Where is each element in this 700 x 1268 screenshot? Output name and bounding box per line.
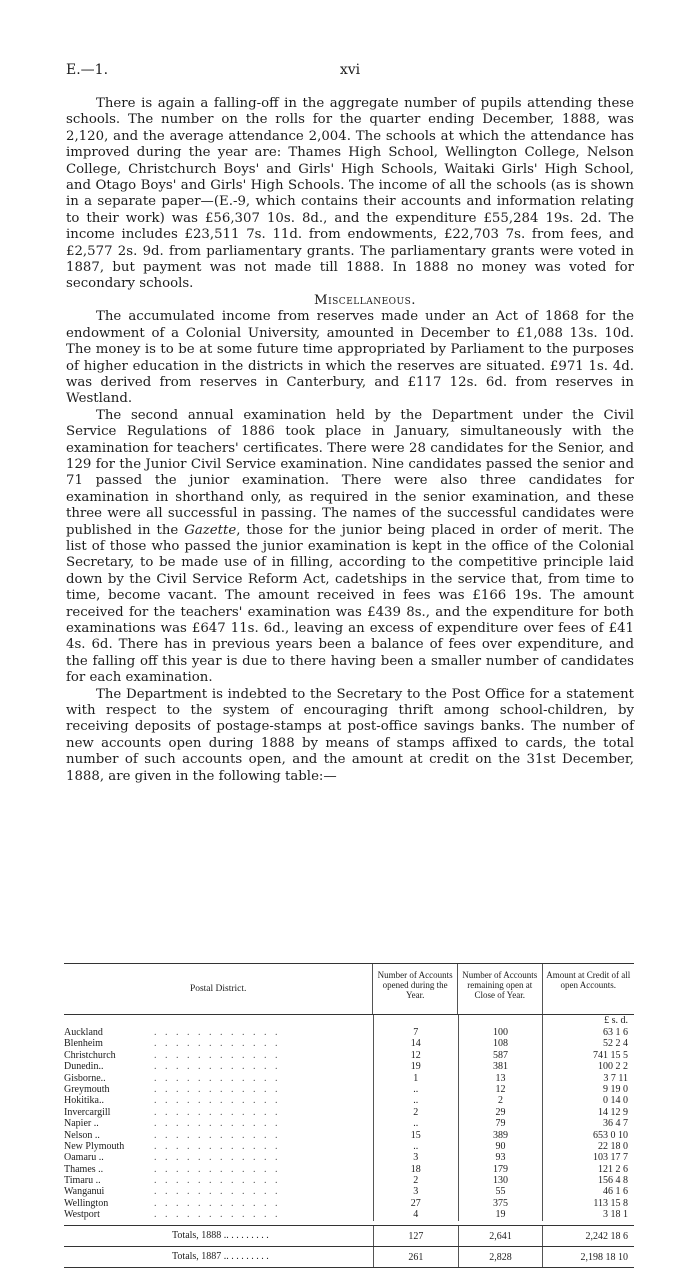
table-body (64, 1027, 634, 1221)
savings-accounts-table (64, 963, 634, 1268)
table-row (64, 1084, 634, 1095)
amount-cell: 46 1 6 (542, 1186, 634, 1197)
remaining-cell: 130 (458, 1175, 543, 1186)
totals-amount: 2,242 18 6 (542, 1226, 634, 1246)
amount-cell: 741 15 5 (542, 1050, 634, 1061)
amount-cell: 22 18 0 (542, 1141, 634, 1152)
totals-amount: 2,198 18 10 (542, 1247, 634, 1267)
opened-cell: 12 (373, 1050, 458, 1061)
table-row (64, 1209, 634, 1220)
opened-cell: 14 (373, 1038, 458, 1049)
leader-dots: . . . . . . . . . . . . (154, 1061, 281, 1073)
district-name: Invercargill (64, 1106, 111, 1118)
leader-dots: . . . . . . . . . . . . (154, 1072, 281, 1084)
opened-cell: 3 (373, 1152, 458, 1163)
opened-cell: .. (373, 1118, 458, 1129)
district-name: Nelson .. (64, 1129, 100, 1141)
leader-dots: . . . . . . . . . . . . (154, 1118, 281, 1130)
district-cell (64, 1084, 373, 1095)
remaining-cell: 90 (458, 1141, 543, 1152)
totals-label: Totals, 1888 .. . . . . . . . . (172, 1229, 269, 1241)
header-remaining: Number of Accounts remaining open at Close of Year. (457, 964, 542, 1014)
gazette-italic: Gazette (184, 522, 237, 538)
header-district: Postal District. (189, 984, 247, 994)
table-row (64, 1175, 634, 1186)
totals-label: Totals, 1887 .. . . . . . . . . (172, 1250, 269, 1262)
district-cell (64, 1175, 373, 1186)
table-totals (64, 1225, 634, 1267)
leader-dots: . . . . . . . . . . . . (154, 1140, 281, 1152)
remaining-cell: 2 (458, 1095, 543, 1106)
district-cell (64, 1198, 373, 1209)
document-reference: E.—1. (66, 62, 109, 78)
amount-cell: 113 15 8 (542, 1198, 634, 1209)
page-header (66, 62, 634, 82)
table-row (64, 1141, 634, 1152)
header-district-cell (64, 964, 372, 1014)
opened-cell: .. (373, 1095, 458, 1106)
remaining-cell: 13 (458, 1073, 543, 1084)
district-cell (64, 1152, 373, 1163)
table-row (64, 1073, 634, 1084)
table-row (64, 1095, 634, 1106)
district-name: Greymouth (64, 1083, 110, 1095)
table-row (64, 1152, 634, 1163)
district-cell (64, 1027, 373, 1038)
district-name: Oamaru .. (64, 1152, 104, 1164)
district-cell (64, 1141, 373, 1152)
district-cell (64, 1073, 373, 1084)
opened-cell: 3 (373, 1186, 458, 1197)
district-cell (64, 1164, 373, 1175)
table-row (64, 1186, 634, 1197)
leader-dots: . . . . . . . . . . . . (154, 1038, 281, 1050)
leader-dots: . . . . . . . . . . . . (154, 1175, 281, 1187)
amount-cell: 9 19 0 (542, 1084, 634, 1095)
opened-cell: 15 (373, 1130, 458, 1141)
district-name: Timaru .. (64, 1175, 101, 1187)
civil-service-text-a: The second annual examination held by the Department under the Civil Service Regulations of 1886 took place in January, simultaneously with the examination for teachers' certificates. There were 28 candidates for the Senior, and 129 for the Junior Civil Service examination. Nine candidates passed the senior and 71 passed the junior examination. There were also three candidates for examination in shorthand only, as required in the senior examination, and these three were all successful in passing. The names of the successful candidates were published in the (66, 407, 634, 538)
district-cell (64, 1061, 373, 1072)
remaining-cell: 55 (458, 1186, 543, 1197)
opened-cell: 2 (373, 1175, 458, 1186)
district-cell (64, 1186, 373, 1197)
table-row (64, 1050, 634, 1061)
table-row (64, 1027, 634, 1038)
table-row (64, 1130, 634, 1141)
totals-remaining: 2,641 (458, 1226, 543, 1246)
district-name: Napier .. (64, 1118, 99, 1130)
table-row (64, 1107, 634, 1118)
district-name: Gisborne.. (64, 1072, 106, 1084)
district-cell (64, 1038, 373, 1049)
remaining-cell: 29 (458, 1107, 543, 1118)
opened-cell: 18 (373, 1164, 458, 1175)
opened-cell: 7 (373, 1027, 458, 1038)
totals-row (64, 1246, 634, 1267)
amount-cell: 36 4 7 (542, 1118, 634, 1129)
leader-dots: . . . . . . . . . . . . (154, 1049, 281, 1061)
header-amount: Amount at Credit of all open Accounts. (542, 964, 635, 1014)
remaining-cell: 179 (458, 1164, 543, 1175)
amount-cell: 0 14 0 (542, 1095, 634, 1106)
remaining-cell: 375 (458, 1198, 543, 1209)
remaining-cell: 12 (458, 1084, 543, 1095)
opened-cell: 27 (373, 1198, 458, 1209)
opened-cell: .. (373, 1141, 458, 1152)
district-cell (64, 1118, 373, 1129)
totals-remaining: 2,828 (458, 1247, 543, 1267)
units-row (64, 1015, 634, 1027)
amount-cell: 14 12 9 (542, 1107, 634, 1118)
district-cell (64, 1107, 373, 1118)
table-row (64, 1198, 634, 1209)
totals-opened: 261 (373, 1247, 458, 1267)
page-number: xvi (339, 62, 361, 78)
leader-dots: . . . . . . . . . . . . (154, 1209, 281, 1221)
district-name: Wellington (64, 1197, 109, 1209)
body-text (66, 96, 634, 785)
leader-dots: . . . . . . . . . . . . (154, 1152, 281, 1164)
remaining-cell: 100 (458, 1027, 543, 1038)
table-row (64, 1061, 634, 1072)
remaining-cell: 108 (458, 1038, 543, 1049)
opened-cell: .. (373, 1084, 458, 1095)
leader-dots: . . . . . . . . . . . . (154, 1163, 281, 1175)
amount-cell: 121 2 6 (542, 1164, 634, 1175)
district-cell (64, 1130, 373, 1141)
remaining-cell: 587 (458, 1050, 543, 1061)
leader-dots: . . . . . . . . . . . . (154, 1186, 281, 1198)
district-cell (64, 1095, 373, 1106)
table-bottom-rule (64, 1267, 634, 1268)
opened-cell: 19 (373, 1061, 458, 1072)
opened-cell: 1 (373, 1073, 458, 1084)
header-opened: Number of Accounts opened during the Year. (372, 964, 457, 1014)
district-name: Auckland (64, 1027, 103, 1038)
amount-cell: 156 4 8 (542, 1175, 634, 1186)
paragraph-savings-stamps: The Department is indebted to the Secretary to the Post Office for a statement with respect to the system of encouraging thrift among school-children, by receiving deposits of postage-stamps at post-office savings banks. The number of new accounts open during 1888 by means of stamps affixed to cards, the total number of such accounts open, and the amount at credit on the 31st December, 1888, are given in the following table:— (66, 686, 634, 784)
leader-dots: . . . . . . . . . . . . (154, 1197, 281, 1209)
amount-cell: 100 2 2 (542, 1061, 634, 1072)
totals-row (64, 1225, 634, 1246)
section-heading: Miscellaneous. (313, 292, 417, 308)
remaining-cell: 93 (458, 1152, 543, 1163)
amount-cell: 103 17 7 (542, 1152, 634, 1163)
district-name: Wanganui (64, 1186, 105, 1198)
remaining-cell: 19 (458, 1209, 543, 1220)
table-row (64, 1038, 634, 1049)
paragraph-civil-service (66, 408, 634, 687)
amount-cell: 52 2 4 (542, 1038, 634, 1049)
paragraph-university-reserves: The accumulated income from reserves made under an Act of 1868 for the endowment of a Colonial University, amounted in December to £1,088 13s. 10d. The money is to be at some future time appropriated by Parliament to the purposes of higher education in the districts in which the reserves are situated. £971 1s. 4d. was derived from reserves in Canterbury, and £117 12s. 6d. from reserves in Westland. (66, 309, 634, 407)
district-cell (64, 1050, 373, 1061)
remaining-cell: 381 (458, 1061, 543, 1072)
amount-cell: 653 0 10 (542, 1130, 634, 1141)
amount-cell: 63 1 6 (542, 1027, 634, 1038)
opened-cell: 2 (373, 1107, 458, 1118)
paragraph-secondary-schools: There is again a falling-off in the aggregate number of pupils attending these schools. The number on the rolls for the quarter ending December, 1888, was 2,120, and the average attendance 2,004. The schools at which the attendance has improved during the year are: Thames High School, Wellington College, Nelson College, Christchurch Boys' and Girls' High Schools, Waitaki Girls' High School, and Otago Boys' and Girls' High Schools. The income of all the schools (as is shown in a separate paper—(E.-9, which contains their accounts and information relating to their work) was £56,307 10s. 8d., and the expenditure £55,284 19s. 2d. The income includes £23,511 7s. 11d. from endowments, £22,703 7s. from fees, and £2,577 2s. 9d. from parliamentary grants. The parliamentary grants were voted in 1887, but payment was not made till 1888. In 1888 no money was voted for secondary schools. (66, 96, 634, 292)
currency-units: £ s. d. (542, 1015, 634, 1027)
leader-dots: . . . . . . . . . . . . (154, 1027, 281, 1038)
opened-cell: 4 (373, 1209, 458, 1220)
remaining-cell: 389 (458, 1130, 543, 1141)
district-name: Dunedin.. (64, 1061, 104, 1073)
amount-cell: 3 7 11 (542, 1073, 634, 1084)
district-name: Hokitika.. (64, 1095, 104, 1107)
district-name: Thames .. (64, 1163, 104, 1175)
amount-cell: 3 18 1 (542, 1209, 634, 1220)
district-name: Blenheim (64, 1038, 103, 1050)
totals-opened: 127 (373, 1226, 458, 1246)
leader-dots: . . . . . . . . . . . . (154, 1129, 281, 1141)
table-row (64, 1118, 634, 1129)
table-header (64, 964, 634, 1014)
civil-service-text-b: , those for the junior being placed in order of merit. The list of those who passed the junior examination is kept in the office of the Colonial Secretary, to be made use of in filling, according to the competitive principle laid down by the Civil Service Reform Act, cadetships in the service that, from time to time, become vacant. The amount received in fees was £166 19s. The amount received for the teachers' examination was £439 8s., and the expenditure for both examinations was £647 11s. 6d., leaving an excess of expenditure over fees of £41 4s. 6d. There has in previous years been a balance of fees over expenditure, and the falling off this year is due to there having been a smaller number of candidates for each examination. (66, 522, 635, 686)
remaining-cell: 79 (458, 1118, 543, 1129)
leader-dots: . . . . . . . . . . . . (154, 1083, 281, 1095)
district-name: Westport (64, 1209, 100, 1221)
district-name: New Plymouth (64, 1140, 125, 1152)
table-row (64, 1164, 634, 1175)
district-cell (64, 1209, 373, 1220)
district-name: Christchurch (64, 1049, 116, 1061)
leader-dots: . . . . . . . . . . . . (154, 1095, 281, 1107)
leader-dots: . . . . . . . . . . . . (154, 1106, 281, 1118)
